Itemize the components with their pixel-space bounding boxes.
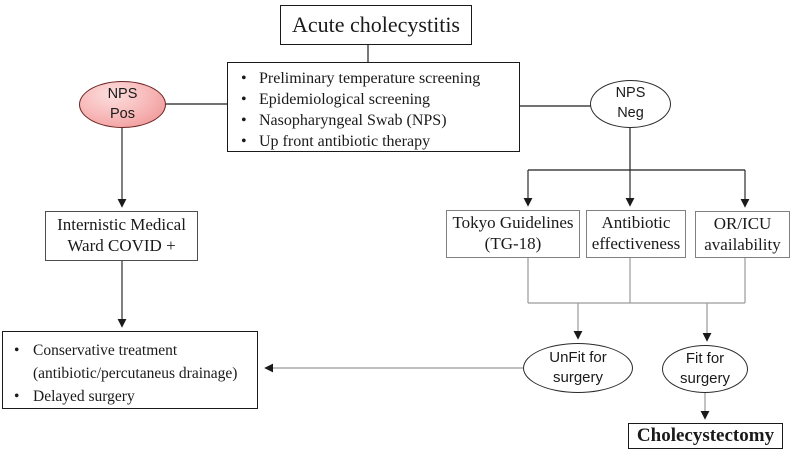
conservative-item: • Conservative treatment (antibiotic/percutaneus drainage) [3,339,257,385]
node-nps-neg-line2: Neg [617,105,644,121]
node-tokyo-guidelines-line1: Tokyo Guidelines [452,213,574,233]
conservative-item: • Delayed surgery [3,385,257,408]
node-acute-cholecystitis-label: Acute cholecystitis [291,11,460,37]
node-covid-ward-line2: Ward COVID + [67,236,176,255]
node-nps-neg [590,80,671,128]
node-tokyo-guidelines-line2: (TG-18) [484,234,542,253]
node-conservative-treatment [2,331,258,409]
node-antibiotic-effectiveness-line1: Antibiotic [601,213,671,233]
node-covid-ward [45,211,198,261]
node-tokyo-guidelines [446,210,580,258]
node-fit-for-surgery [662,345,748,393]
node-or-icu-availability-line2: availability [704,234,781,254]
screening-item: • Up front antibiotic therapy [228,131,519,152]
node-nps-neg-line1: NPS [615,85,646,102]
node-screening-steps [227,62,520,152]
screening-item: • Epidemiological screening [228,89,519,110]
node-antibiotic-effectiveness [586,210,686,258]
screening-item: • Nasopharyngeal Swab (NPS) [228,110,519,131]
node-covid-ward-line1: Internistic Medical [57,215,186,235]
node-fit-line2: surgery [679,370,731,387]
node-unfit-for-surgery [523,343,633,393]
gather-connectors [266,258,745,418]
node-nps-pos [79,81,166,128]
node-or-icu-availability [695,211,790,258]
node-unfit-line1: UnFit for [549,348,607,366]
node-cholecystectomy-label: Cholecystectomy [636,425,775,447]
node-or-icu-availability-line1: OR/ICU [713,213,772,233]
node-cholecystectomy [628,423,783,449]
conservative-list [3,332,257,408]
screening-list [228,63,519,152]
node-fit-line1: Fit for [685,349,725,367]
node-nps-pos-line2: Pos [110,105,135,122]
node-acute-cholecystitis [280,5,472,45]
node-antibiotic-effectiveness-line2: effectiveness [591,234,681,253]
screening-item: • Preliminary temperature screening [228,68,519,89]
node-nps-pos-line1: NPS [107,85,138,102]
node-unfit-line2: surgery [552,369,604,386]
